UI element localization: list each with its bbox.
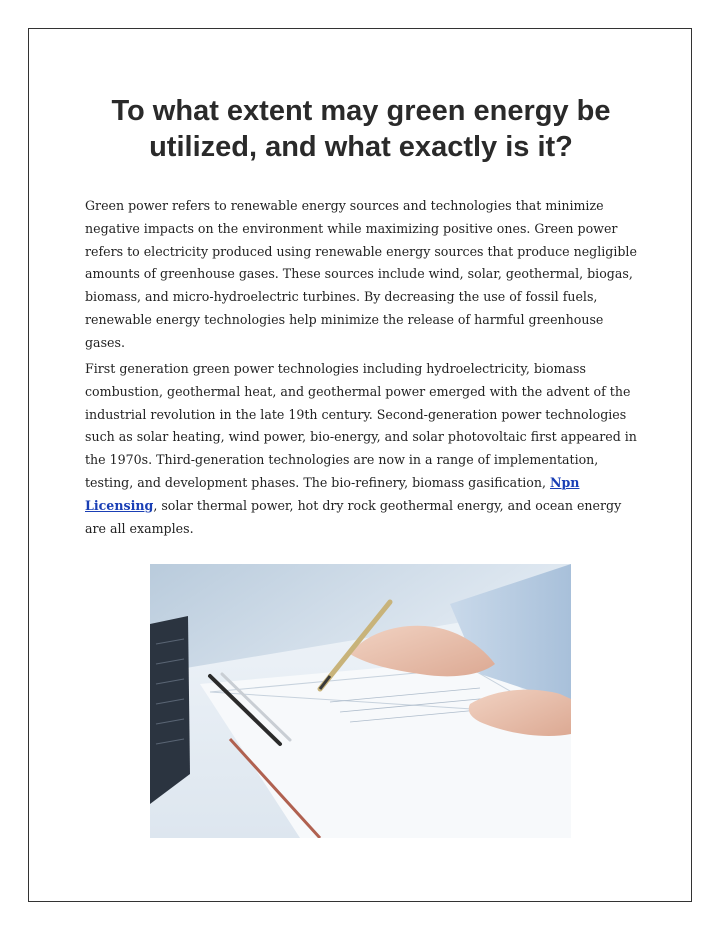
paragraph-1: Green power refers to renewable energy sources and technologies that minimize negative impacts on the environment while maximizing positive ones. Green power refers to electricity produced using renewable energy sources that produce negligible amounts of greenhouse gases. These sources include wind, solar, geothermal, biogas, biomass, and micro-hydroelectric turbines. By decreasing the use of fossil fuels, renewable energy technologies help minimize the release of harmful greenhouse gases. — [85, 198, 637, 350]
npn-licensing-link[interactable]: Npn Licensing — [85, 474, 580, 513]
photo-illustration — [150, 564, 571, 838]
paragraph-2-text-after-link: , solar thermal power, hot dry rock geothermal energy, and ocean energy are all examples. — [85, 497, 622, 536]
paragraph-2 — [85, 358, 645, 540]
page-frame — [28, 28, 692, 902]
paragraph-2-text-before-link: First generation green power technologies including hydroelectricity, biomass combustion, geothermal heat, and geothermal power emerged with the advent of the industrial revolution in the late 19th century. Second-generation power technologies such as solar heating, wind power, bio-energy, and solar photovoltaic first appeared in the 1970s. Third-generation technologies are now in a range of implementation, testing, and development phases. The bio-refinery, biomass gasification, — [85, 361, 637, 490]
writing-hand-photo — [150, 564, 571, 838]
document-title: To what extent may green energy be utilized, and what exactly is it? — [111, 95, 611, 163]
